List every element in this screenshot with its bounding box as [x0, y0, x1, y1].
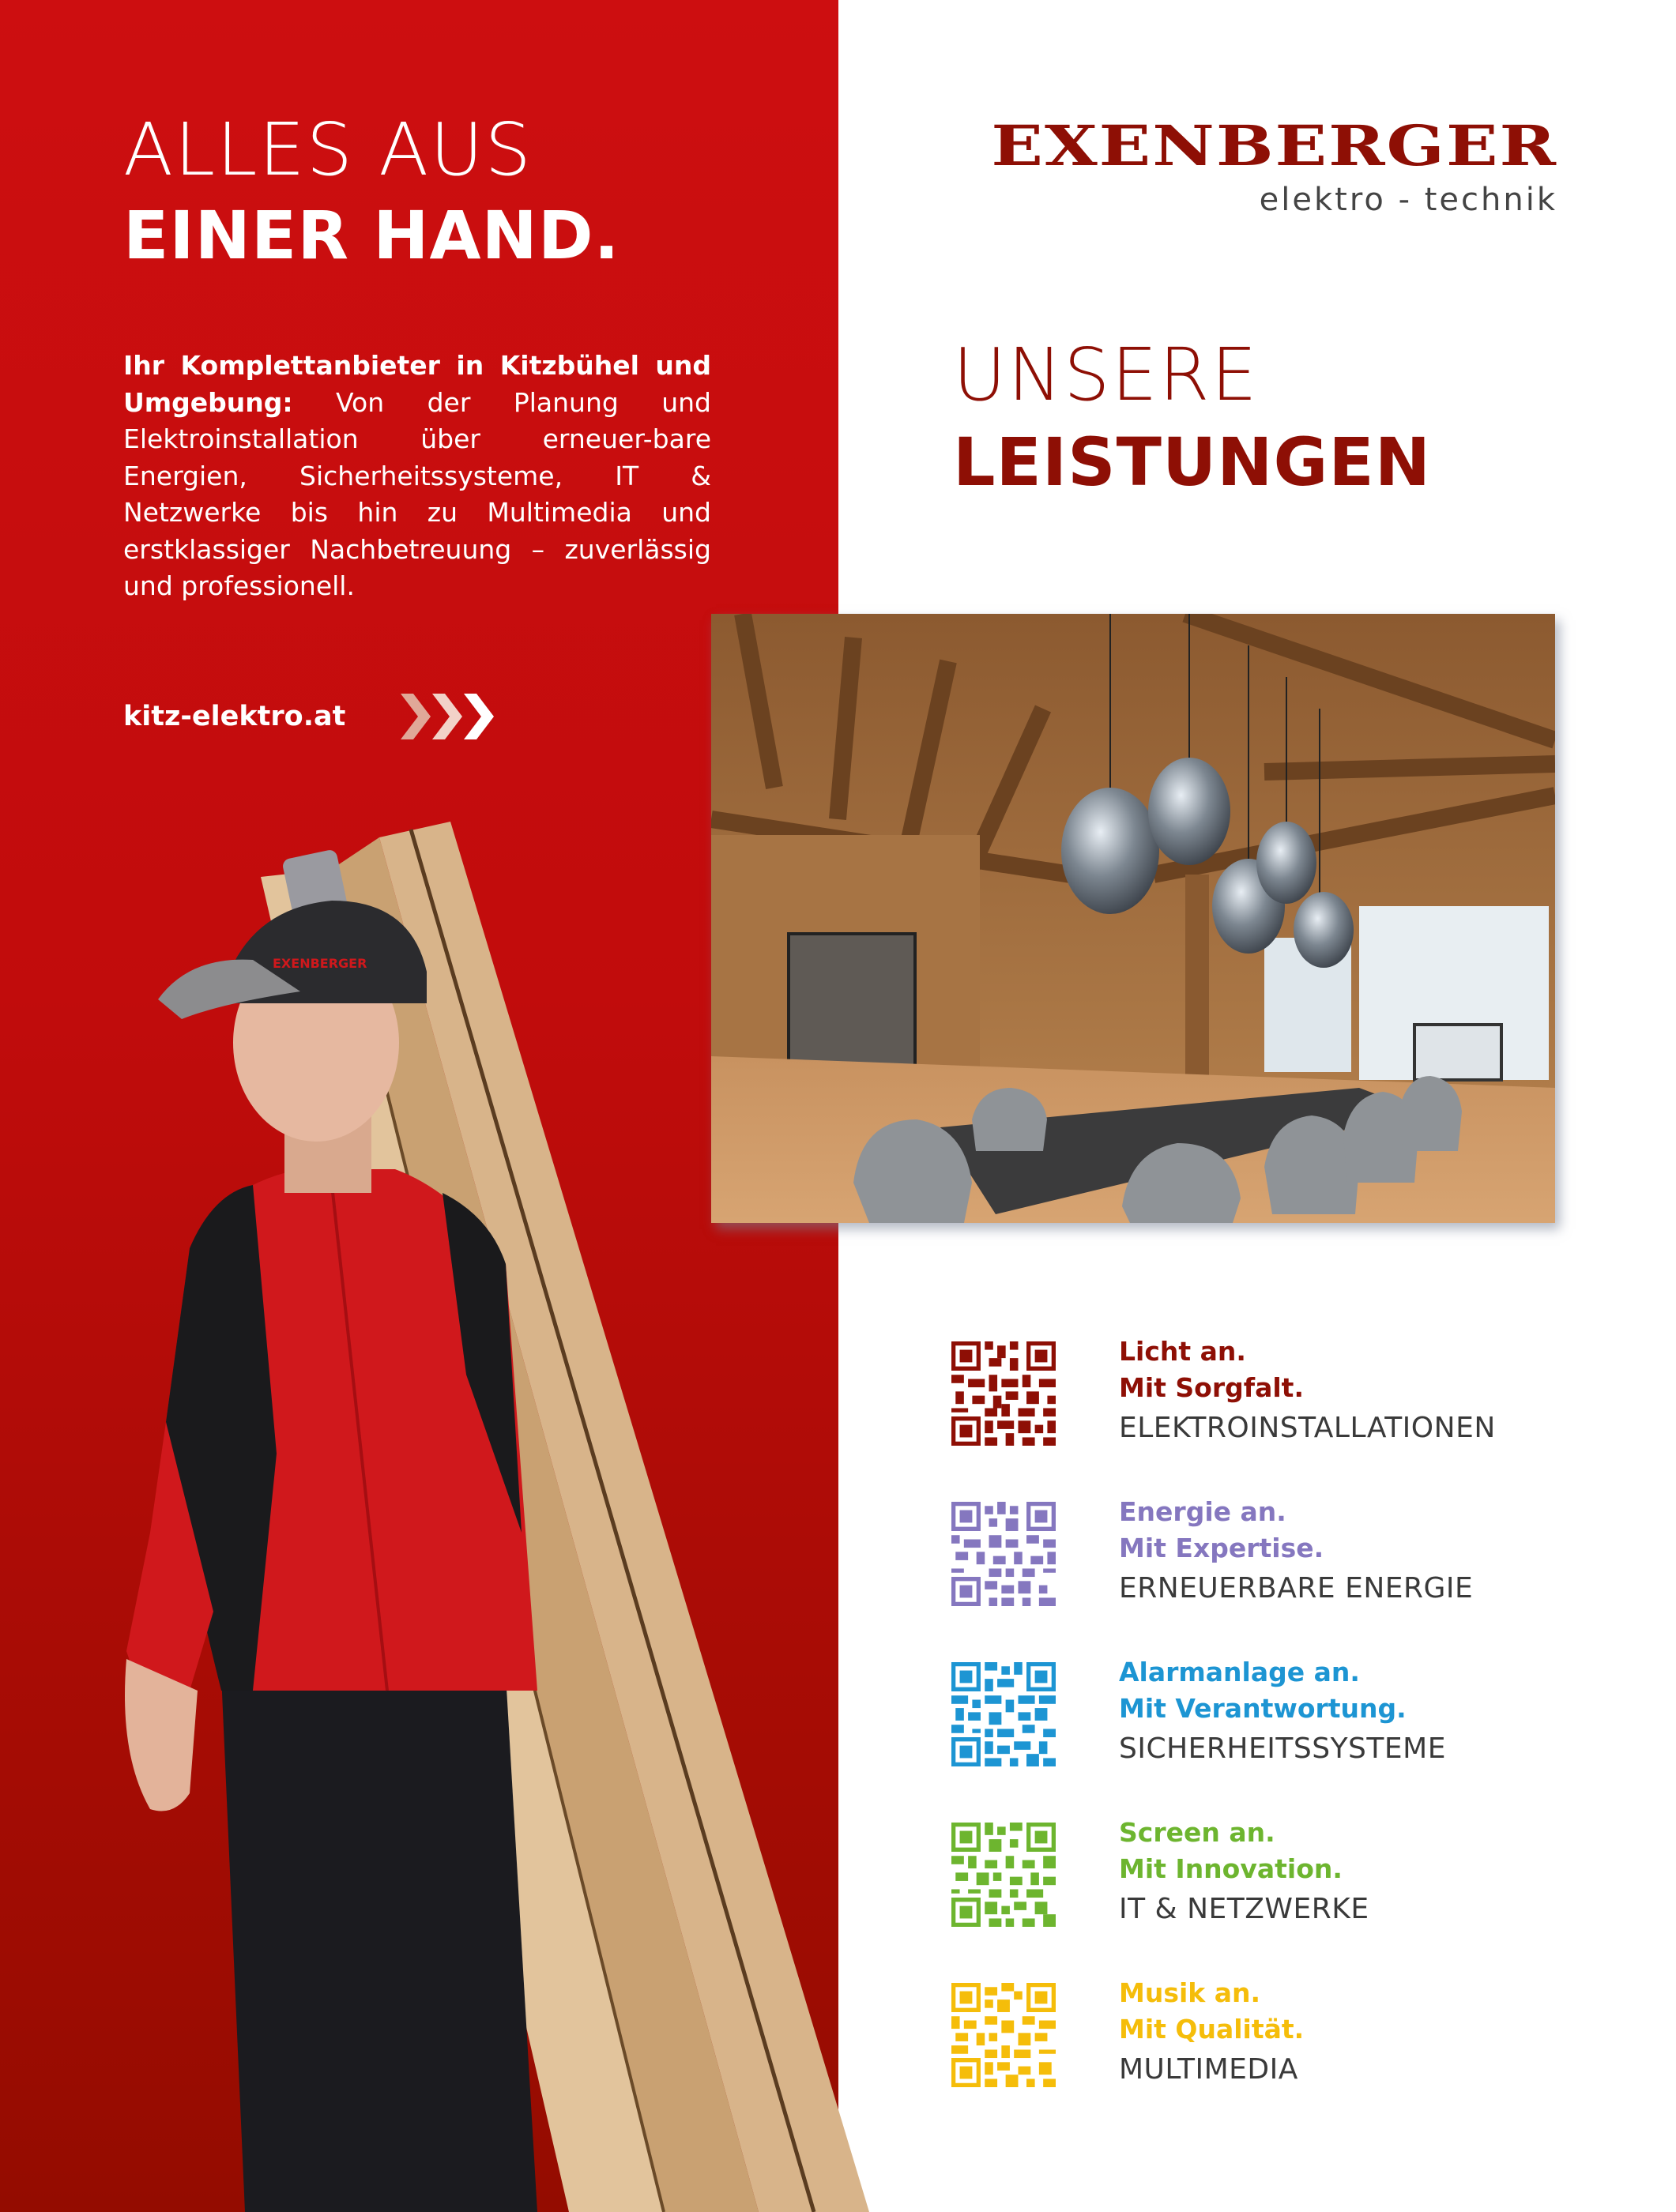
- service-tagline-2: Mit Qualität.: [1119, 2014, 1305, 2045]
- service-tagline-2: Mit Expertise.: [1119, 1533, 1324, 1563]
- service-tagline-2: Mit Verantwortung.: [1119, 1693, 1407, 1724]
- service-tagline-1: Screen an.: [1119, 1817, 1275, 1848]
- hero-title-line1: ALLES AUS: [123, 107, 533, 192]
- logo-subtitle: elektro - technik: [1259, 182, 1557, 218]
- qr-code-icon[interactable]: [951, 1823, 1056, 1927]
- service-tagline-1: Musik an.: [1119, 1977, 1261, 2008]
- triple-chevron-right-icon: [401, 694, 494, 739]
- website-link[interactable]: kitz-elektro.at: [123, 701, 346, 732]
- service-category: IT & NETZWERKE: [1119, 1893, 1369, 1925]
- service-category: ERNEUERBARE ENERGIE: [1119, 1572, 1474, 1604]
- service-item-elektroinstallationen: [951, 1334, 1599, 1494]
- service-tagline-2: Mit Innovation.: [1119, 1853, 1343, 1884]
- intro-paragraph: [123, 348, 711, 605]
- website-link-row[interactable]: [123, 694, 494, 739]
- service-category: ELEKTROINSTALLATIONEN: [1119, 1412, 1496, 1444]
- service-item-erneuerbare-energie: [951, 1494, 1599, 1654]
- exenberger-logo: [991, 113, 1557, 218]
- qr-code-icon[interactable]: [951, 1341, 1056, 1446]
- services-heading: [953, 332, 1431, 506]
- service-item-it-netzwerke: [951, 1815, 1599, 1975]
- hero-headline: [123, 107, 620, 281]
- service-item-multimedia: [951, 1975, 1599, 2135]
- interior-photo: [711, 614, 1555, 1223]
- qr-code-icon[interactable]: [951, 1502, 1056, 1606]
- service-tagline-1: Alarmanlage an.: [1119, 1657, 1360, 1687]
- service-item-sicherheitssysteme: [951, 1654, 1599, 1815]
- services-list: [951, 1334, 1599, 2135]
- qr-code-icon[interactable]: [951, 1983, 1056, 2087]
- svg-text:EXENBERGER: EXENBERGER: [273, 956, 367, 971]
- qr-code-icon[interactable]: [951, 1662, 1056, 1766]
- intro-rest: Von der Planung und Elektroinstallation über erneuer-bare Energien, Sicherheitssysteme, IT & Netzwerke bis hin zu Multimedia und erstklassiger Nachbetreuung – zuverlässig und professionell.: [123, 386, 711, 601]
- logo-brand: EXENBERGER: [991, 113, 1557, 179]
- service-tagline-1: Energie an.: [1119, 1496, 1286, 1527]
- services-heading-line2: LEISTUNGEN: [953, 423, 1432, 501]
- service-category: SICHERHEITSSYSTEME: [1119, 1732, 1446, 1765]
- service-tagline-1: Licht an.: [1119, 1336, 1246, 1367]
- hero-title-line2: EINER HAND.: [123, 197, 620, 274]
- intro-bold: Ihr Komplettanbieter in Kitzbühel und Umgebung:: [123, 350, 711, 418]
- service-tagline-2: Mit Sorgfalt.: [1119, 1372, 1304, 1403]
- service-category: MULTIMEDIA: [1119, 2053, 1298, 2086]
- services-heading-line1: UNSERE: [953, 333, 1259, 417]
